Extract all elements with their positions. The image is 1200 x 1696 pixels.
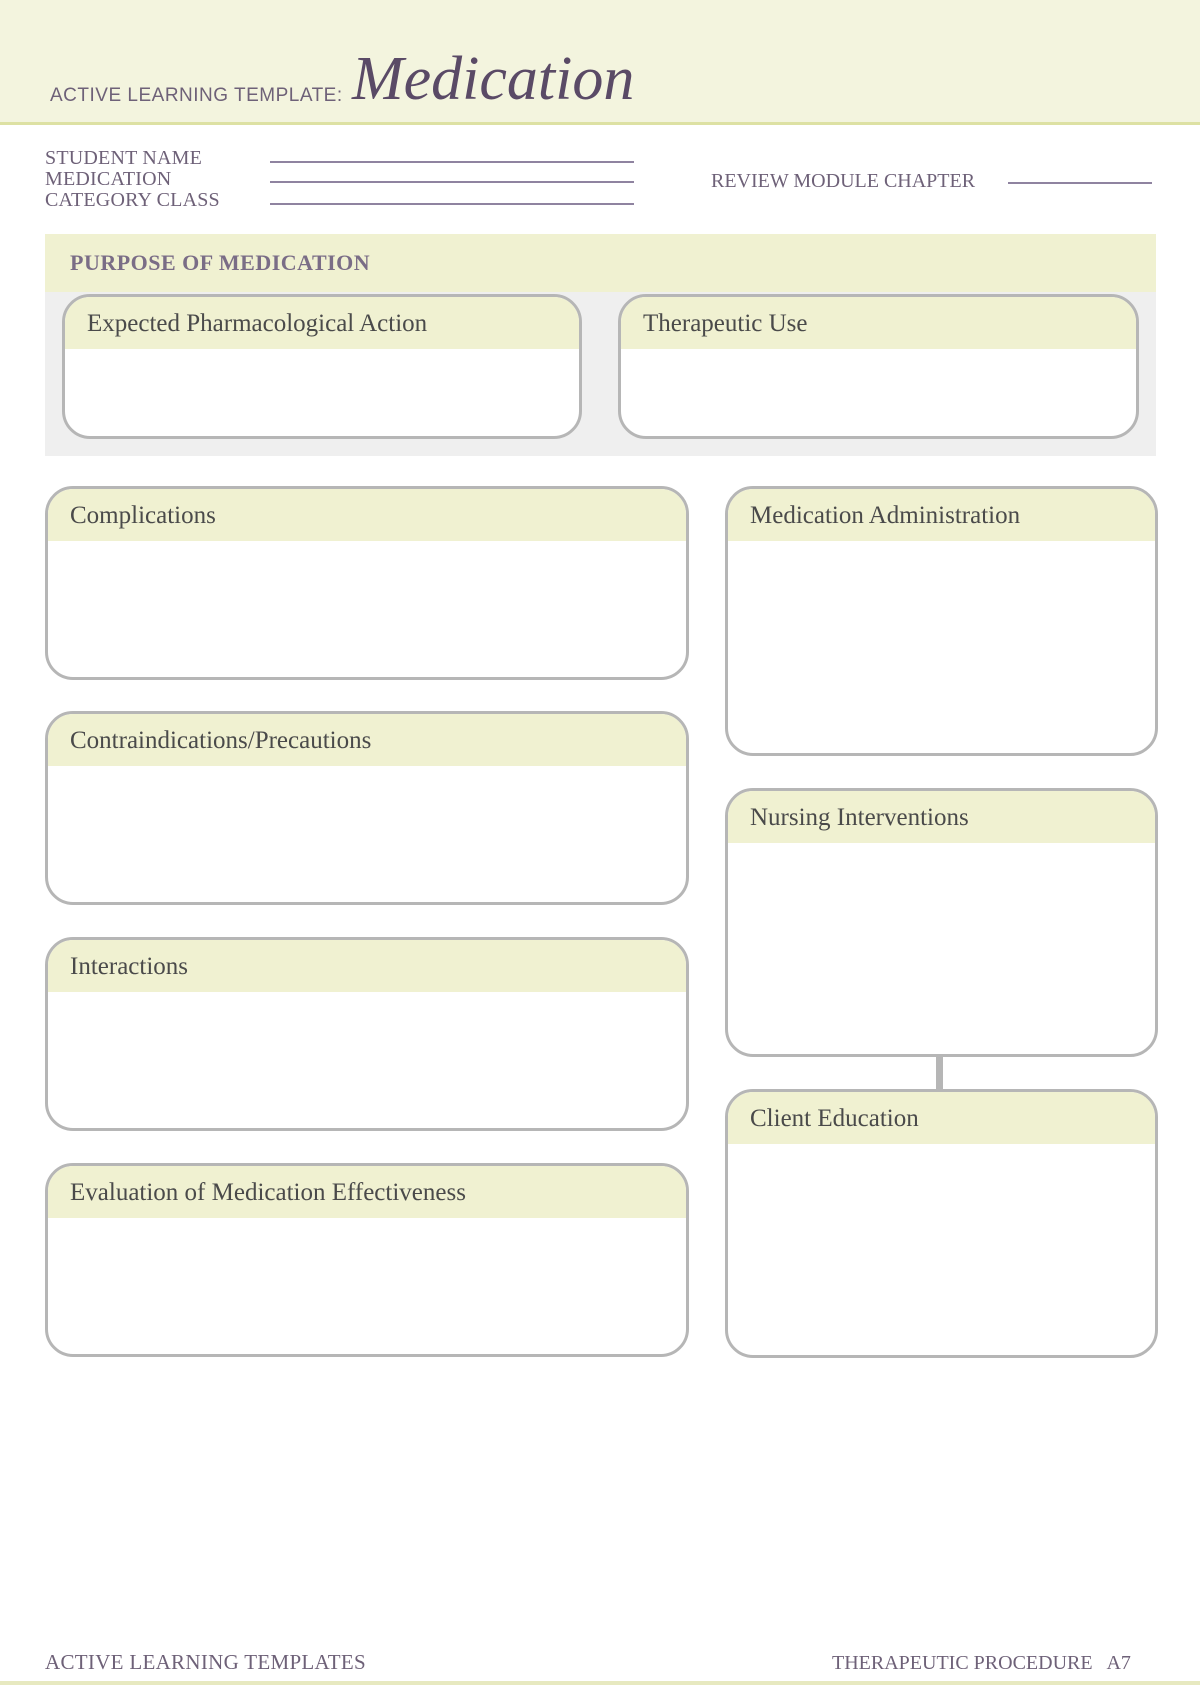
review-module-chapter-label: REVIEW MODULE CHAPTER <box>711 170 976 192</box>
footer-left-label: ACTIVE LEARNING TEMPLATES <box>45 1650 366 1674</box>
medication-field[interactable] <box>270 181 634 183</box>
medication-administration-heading: Medication Administration <box>728 489 1155 541</box>
medication-administration-box[interactable] <box>725 486 1158 756</box>
therapeutic-use-box[interactable] <box>618 294 1139 439</box>
student-name-field[interactable] <box>270 161 634 163</box>
category-class-label: CATEGORY CLASS <box>45 189 220 211</box>
interactions-box[interactable] <box>45 937 689 1131</box>
contraindications-precautions-box[interactable] <box>45 711 689 905</box>
nursing-interventions-box[interactable] <box>725 788 1158 1057</box>
complications-heading: Complications <box>48 489 686 541</box>
nursing-interventions-heading: Nursing Interventions <box>728 791 1155 843</box>
category-class-field[interactable] <box>270 203 634 205</box>
complications-box[interactable] <box>45 486 689 680</box>
evaluation-of-effectiveness-box[interactable] <box>45 1163 689 1357</box>
client-education-heading: Client Education <box>728 1092 1155 1144</box>
therapeutic-use-heading: Therapeutic Use <box>621 297 1136 349</box>
student-name-label: STUDENT NAME <box>45 147 203 169</box>
contraindications-precautions-heading: Contraindications/Precautions <box>48 714 686 766</box>
box-connector <box>936 1055 943 1089</box>
footer-divider <box>0 1681 1200 1685</box>
template-title: Medication <box>352 45 635 113</box>
header-divider <box>0 122 1200 125</box>
expected-pharmacological-action-box[interactable] <box>62 294 582 439</box>
client-education-box[interactable] <box>725 1089 1158 1358</box>
footer-right-label: THERAPEUTIC PROCEDURE A7 <box>832 1652 1131 1674</box>
interactions-heading: Interactions <box>48 940 686 992</box>
review-module-chapter-field[interactable] <box>1008 182 1152 184</box>
expected-pharmacological-action-heading: Expected Pharmacological Action <box>65 297 579 349</box>
purpose-section-title: PURPOSE OF MEDICATION <box>70 250 371 275</box>
medication-label: MEDICATION <box>45 168 172 190</box>
template-label: ACTIVE LEARNING TEMPLATE: <box>50 85 343 106</box>
evaluation-of-effectiveness-heading: Evaluation of Medication Effectiveness <box>48 1166 686 1218</box>
